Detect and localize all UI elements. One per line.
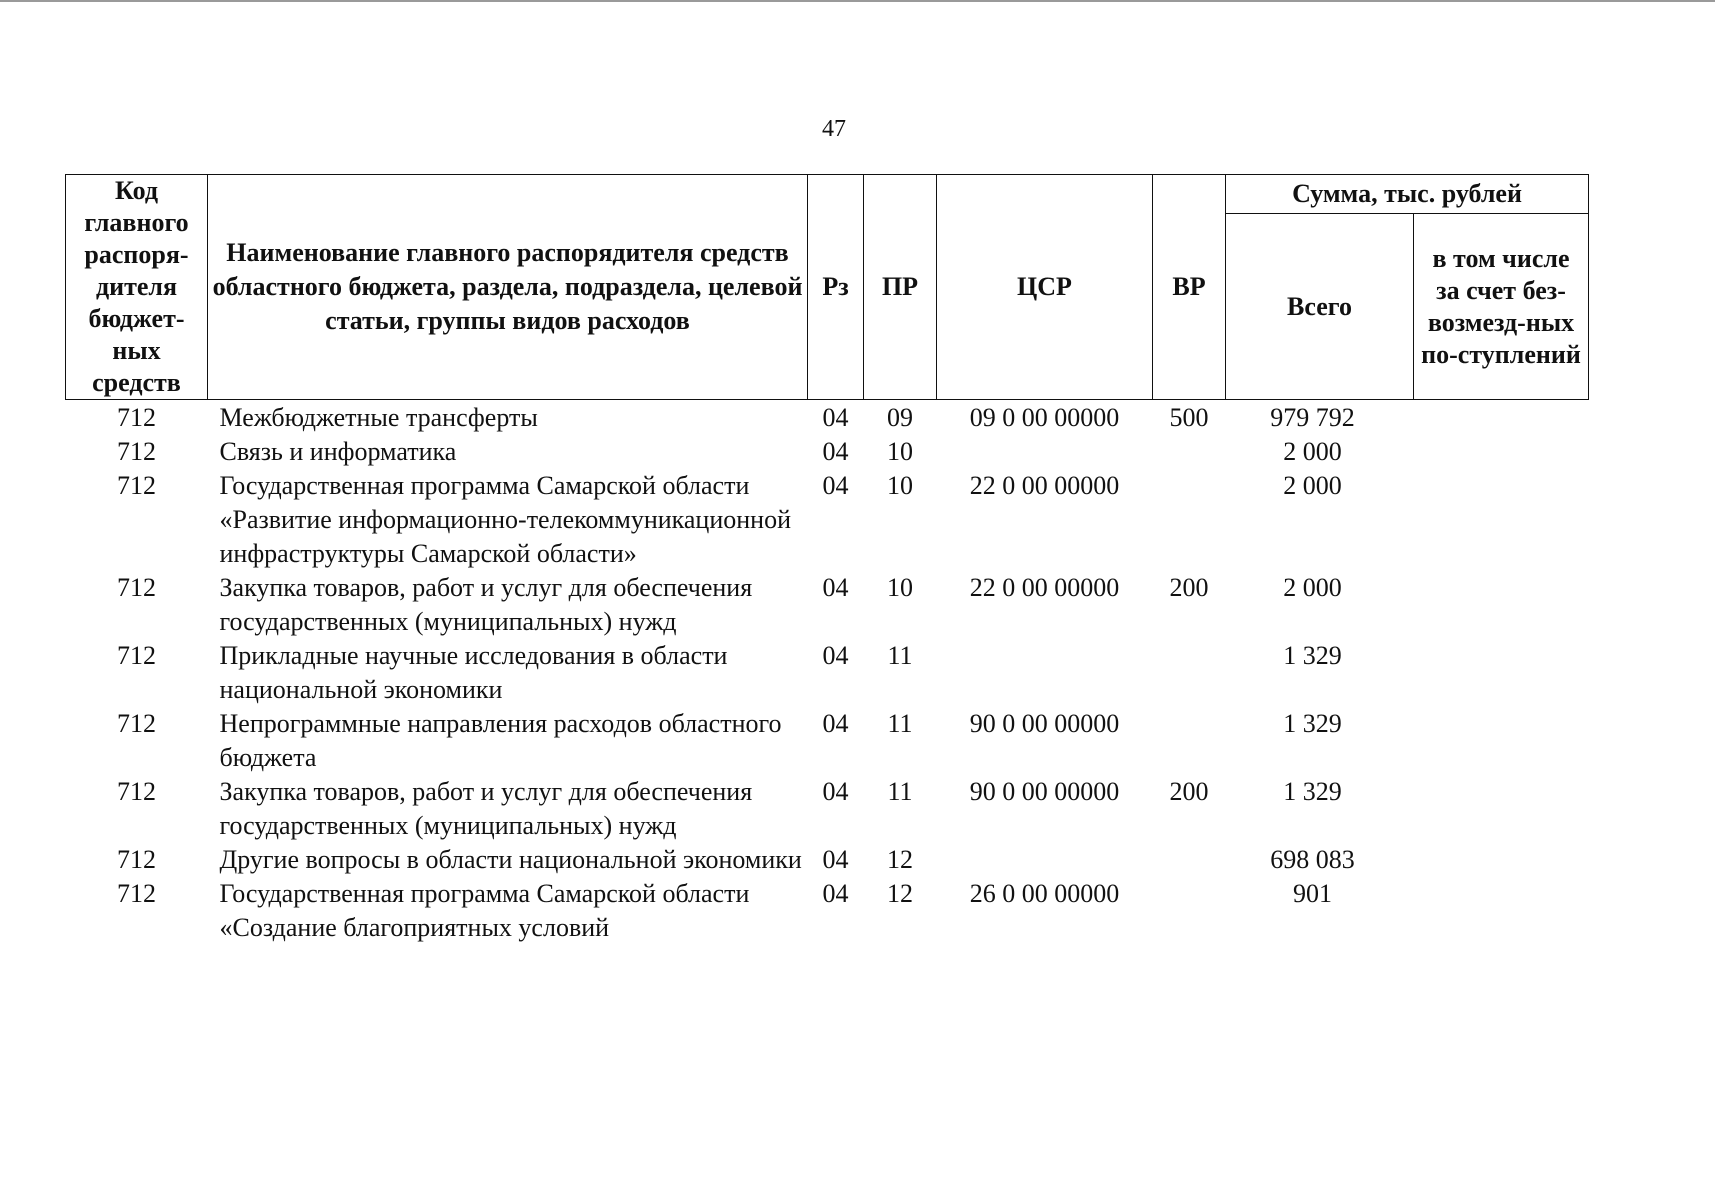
cell-csr	[937, 435, 1153, 469]
table-row	[66, 877, 1589, 945]
cell-csr: 90 0 00 00000	[969, 709, 1120, 738]
cell-vr: 200	[1169, 573, 1209, 602]
table-row	[66, 469, 1589, 571]
cell-code: 712	[117, 437, 156, 466]
table-header	[66, 175, 1589, 400]
header-code: Код главного распоря-дителя бюджет-ных средств	[66, 175, 208, 400]
header-gratis: в том числе за счет без-возмезд-ных по-ступлений	[1414, 214, 1589, 400]
cell-csr: 22 0 00 00000	[969, 471, 1120, 500]
header-vr: ВР	[1153, 175, 1226, 400]
cell-name: Закупка товаров, работ и услуг для обеспечения государственных (муниципальных) нужд	[219, 777, 753, 840]
cell-csr	[937, 639, 1153, 707]
cell-vr: 200	[1169, 777, 1209, 806]
cell-code: 712	[117, 403, 156, 432]
cell-code: 712	[117, 879, 156, 908]
cell-total: 1 329	[1283, 777, 1342, 806]
cell-code: 712	[117, 845, 156, 874]
header-name: Наименование главного распорядителя средств областного бюджета, раздела, подраздела, целевой статьи, группы видов расходов	[208, 175, 808, 400]
cell-vr	[1153, 843, 1226, 877]
cell-code: 712	[117, 573, 156, 602]
header-pr: ПР	[864, 175, 937, 400]
cell-gratis	[1414, 571, 1589, 639]
header-sum-group: Сумма, тыс. рублей	[1226, 175, 1589, 214]
cell-rz: 04	[822, 777, 849, 806]
table-row	[66, 435, 1589, 469]
cell-pr: 10	[887, 573, 913, 602]
cell-rz: 04	[822, 879, 849, 908]
cell-total: 1 329	[1283, 709, 1342, 738]
cell-rz: 04	[822, 845, 849, 874]
cell-pr: 11	[887, 709, 913, 738]
cell-gratis	[1414, 435, 1589, 469]
cell-gratis	[1414, 400, 1589, 436]
cell-pr: 10	[887, 437, 913, 466]
cell-total: 979 792	[1270, 403, 1355, 432]
cell-pr: 11	[887, 641, 913, 670]
cell-code: 712	[117, 777, 156, 806]
cell-total: 2 000	[1283, 573, 1342, 602]
cell-total: 698 083	[1270, 845, 1355, 874]
cell-csr: 09 0 00 00000	[969, 403, 1120, 432]
table-row	[66, 571, 1589, 639]
cell-name: Государственная программа Самарской области «Создание благоприятных условий	[219, 879, 750, 942]
scan-top-edge	[0, 0, 1715, 2]
cell-gratis	[1414, 639, 1589, 707]
header-rz: Рз	[808, 175, 864, 400]
cell-code: 712	[117, 641, 156, 670]
cell-pr: 12	[887, 879, 913, 908]
cell-name: Закупка товаров, работ и услуг для обеспечения государственных (муниципальных) нужд	[219, 573, 753, 636]
cell-pr: 11	[887, 777, 913, 806]
cell-pr: 10	[887, 471, 913, 500]
cell-name: Другие вопросы в области национальной экономики	[219, 845, 802, 874]
cell-csr: 90 0 00 00000	[969, 777, 1120, 806]
cell-vr	[1153, 435, 1226, 469]
table-row	[66, 843, 1589, 877]
cell-vr	[1153, 469, 1226, 571]
cell-gratis	[1414, 843, 1589, 877]
cell-csr: 22 0 00 00000	[969, 573, 1120, 602]
cell-vr	[1153, 707, 1226, 775]
cell-name: Межбюджетные трансферты	[219, 403, 538, 432]
cell-rz: 04	[822, 437, 849, 466]
cell-total: 2 000	[1283, 437, 1342, 466]
cell-rz: 04	[822, 471, 849, 500]
cell-total: 2 000	[1283, 471, 1342, 500]
cell-name: Связь и информатика	[219, 437, 457, 466]
budget-table	[65, 174, 1589, 945]
cell-code: 712	[117, 709, 156, 738]
cell-code: 712	[117, 471, 156, 500]
cell-pr: 12	[887, 845, 913, 874]
cell-vr: 500	[1169, 403, 1209, 432]
cell-total: 901	[1293, 879, 1332, 908]
cell-rz: 04	[822, 709, 849, 738]
cell-pr: 09	[887, 403, 913, 432]
header-total: Всего	[1226, 214, 1414, 400]
table-row	[66, 639, 1589, 707]
cell-name: Непрограммные направления расходов областного бюджета	[219, 709, 782, 772]
cell-name: Государственная программа Самарской области «Развитие информационно-телекоммуникационной инфраструктуры Самарской области»	[219, 471, 792, 568]
cell-csr: 26 0 00 00000	[969, 879, 1120, 908]
cell-csr	[937, 843, 1153, 877]
cell-rz: 04	[822, 403, 849, 432]
cell-gratis	[1414, 707, 1589, 775]
cell-gratis	[1414, 877, 1589, 945]
cell-vr	[1153, 877, 1226, 945]
table-row	[66, 707, 1589, 775]
cell-gratis	[1414, 469, 1589, 571]
page-number: 47	[822, 116, 846, 142]
table-row	[66, 775, 1589, 843]
cell-rz: 04	[822, 641, 849, 670]
header-csr: ЦСР	[937, 175, 1153, 400]
cell-name: Прикладные научные исследования в области национальной экономики	[219, 641, 728, 704]
cell-vr	[1153, 639, 1226, 707]
cell-rz: 04	[822, 573, 849, 602]
cell-gratis	[1414, 775, 1589, 843]
cell-total: 1 329	[1283, 641, 1342, 670]
table-row	[66, 400, 1589, 436]
table-body	[66, 400, 1589, 946]
